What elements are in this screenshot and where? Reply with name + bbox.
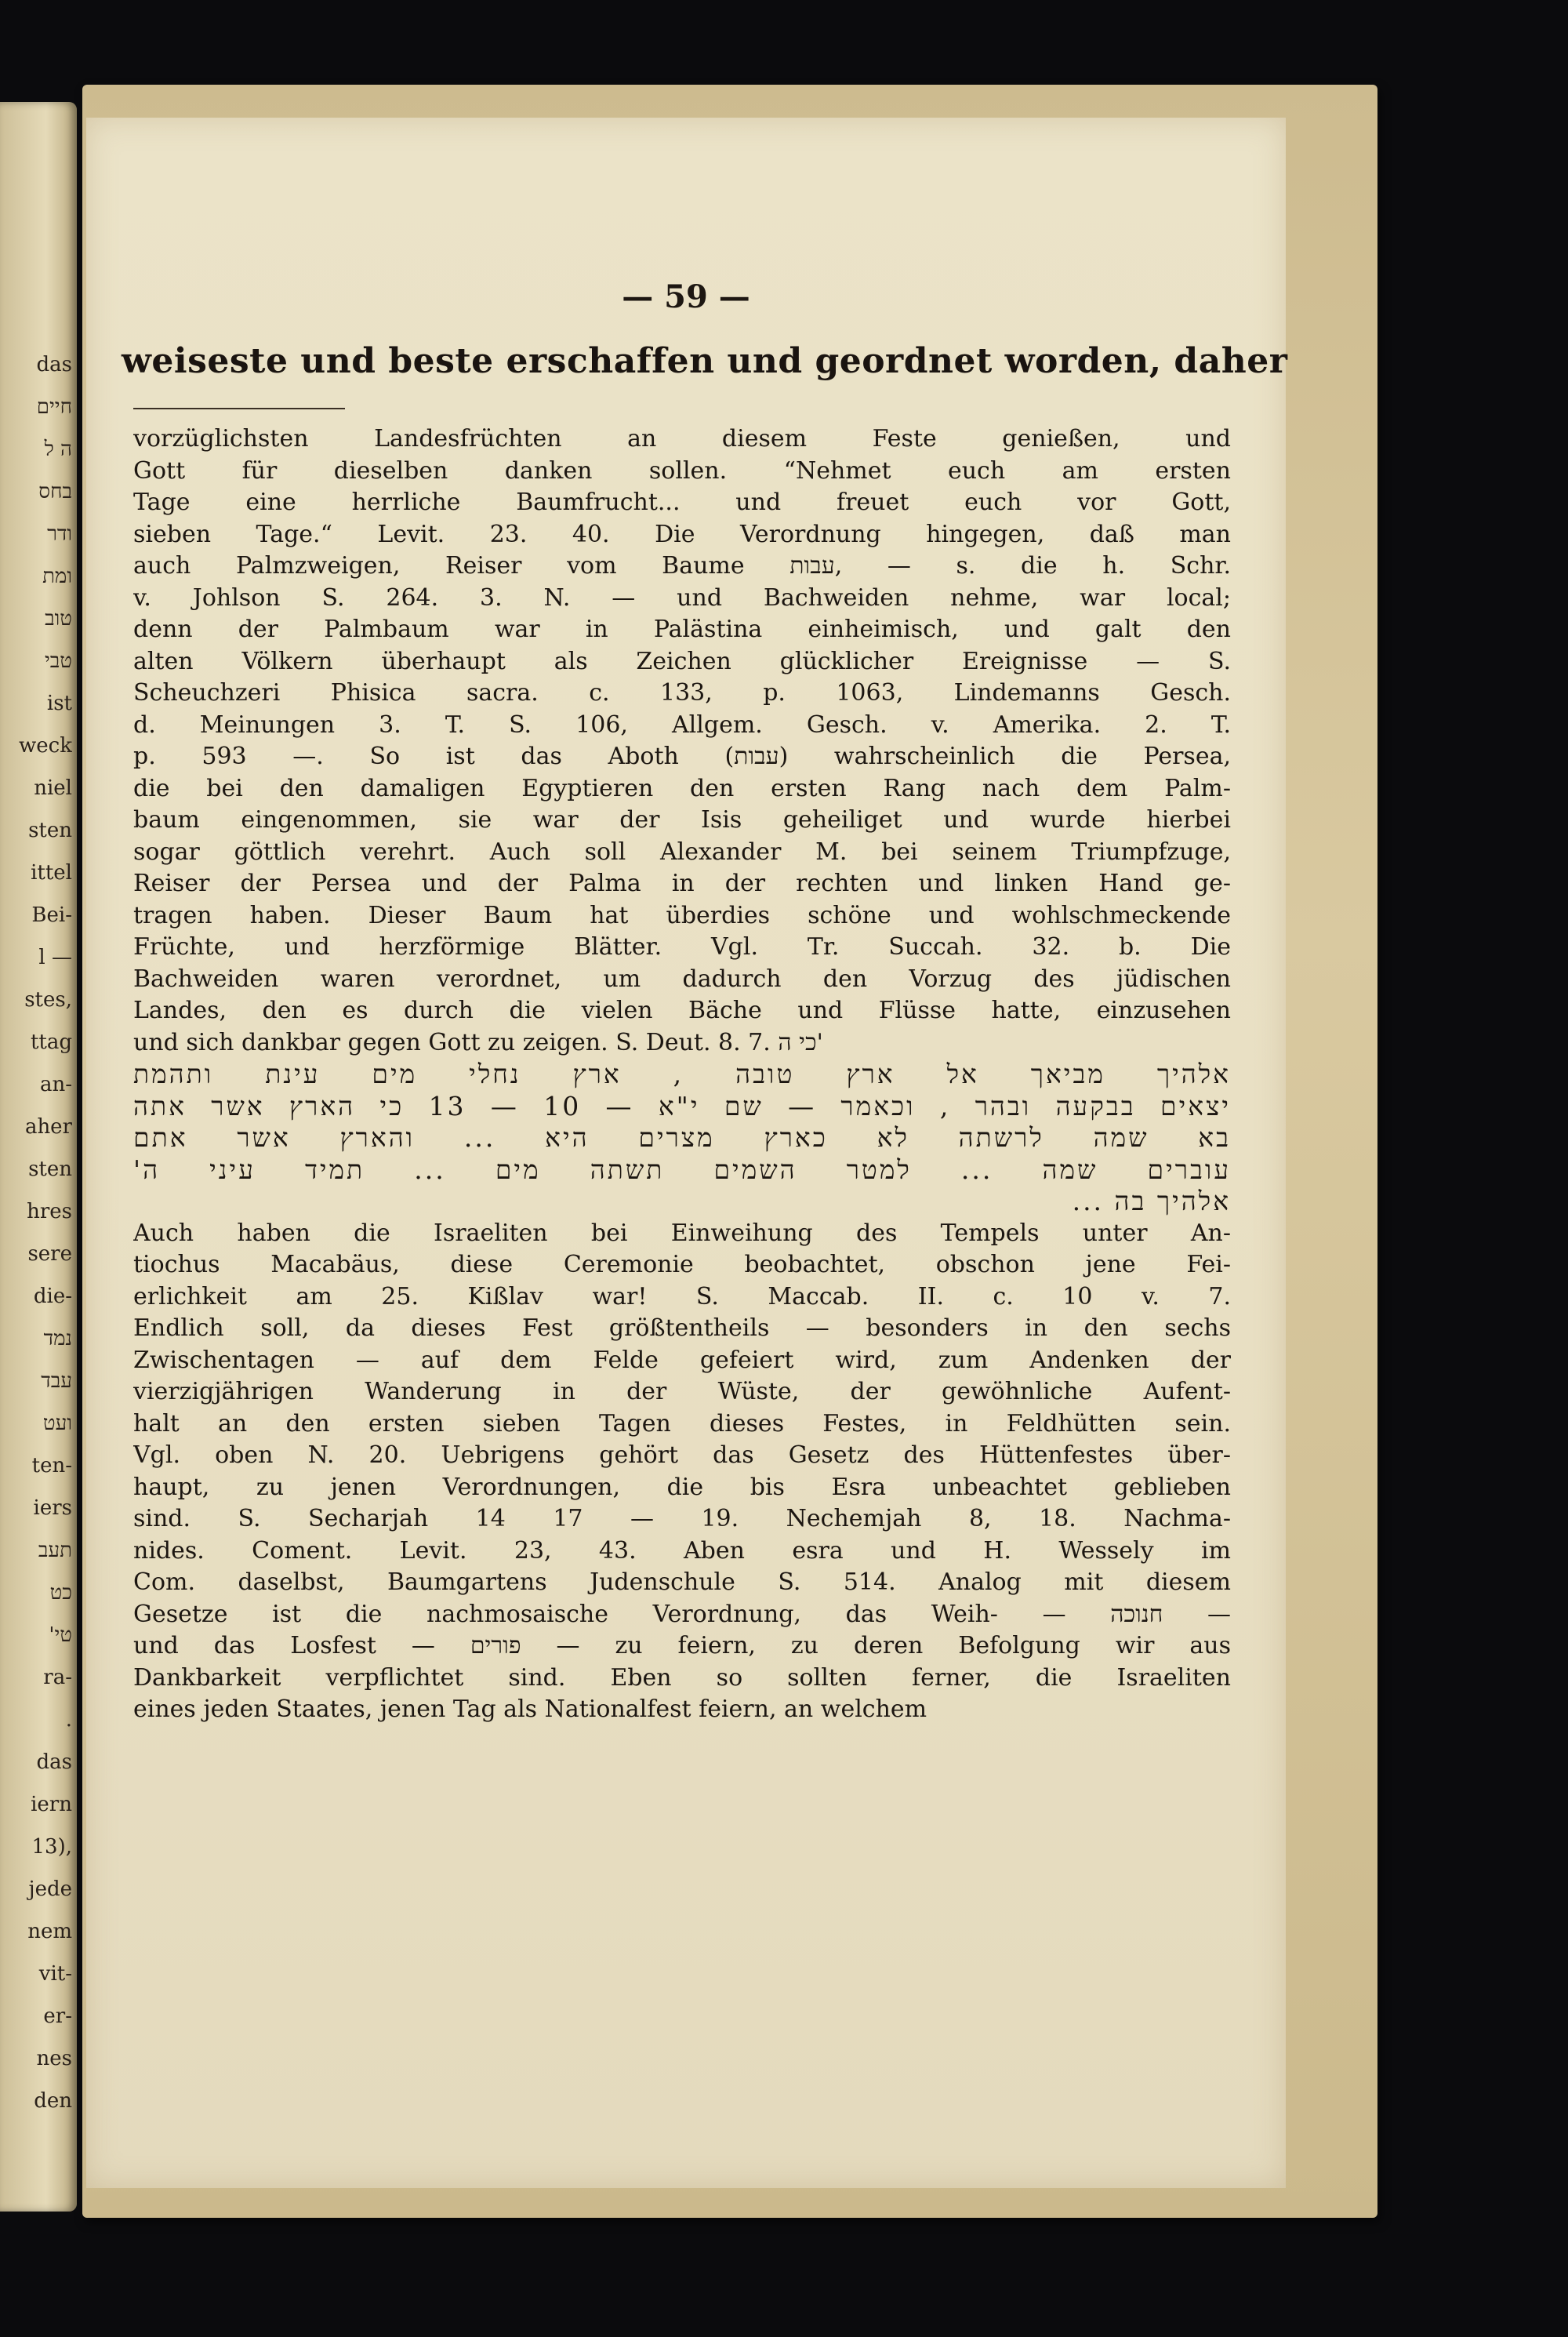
left-page-fragment: vit-	[38, 1962, 72, 1986]
left-page-fragment: ttag	[30, 1030, 72, 1054]
body-line: Dankbarkeit verpflichtet sind. Eben so sollten ferner, die Israeliten	[133, 1663, 1231, 1692]
body-line: halt an den ersten sieben Tagen dieses Festes, in Feldhütten sein.	[133, 1409, 1231, 1437]
left-page-fragment: ist	[46, 692, 72, 715]
footnote-line: tragen haben. Dieser Baum hat überdies schöne und wohlschmeckende	[133, 901, 1231, 929]
left-page-fragment: כט	[49, 1581, 72, 1605]
hebrew-quote-line: אלהיך בה ...	[1072, 1186, 1231, 1216]
footnote-line: sogar göttlich verehrt. Auch soll Alexander M. bei seinem Triumpfzuge,	[133, 838, 1231, 866]
left-page-fragment: nem	[27, 1920, 72, 1943]
body-line: und das Losfest — פורים — zu feiern, zu deren Befolgung wir aus	[133, 1632, 1231, 1659]
left-page-fragment: das	[36, 353, 72, 376]
hebrew-quote-line: אלהיך מביאך אל ארץ טובה , ארץ נחלי מים עינת ותהמת	[133, 1059, 1231, 1089]
body-line: tiochus Macabäus, diese Ceremonie beobachtet, obschon jene Fei-	[133, 1251, 1231, 1278]
left-page-fragment: das	[36, 1750, 72, 1774]
footnote-line: vorzüglichsten Landesfrüchten an diesem Feste genießen, und	[133, 425, 1231, 452]
body-line: sind. S. Secharjah 14 17 — 19. Nechemjah 8, 18. Nachma-	[133, 1505, 1231, 1532]
footnote-line: Reiser der Persea und der Palma in der rechten und linken Hand ge-	[133, 870, 1231, 897]
footnote-line: sieben Tage.“ Levit. 23. 40. Die Verordnung hingegen, daß man	[133, 520, 1231, 548]
footnote-line: Früchte, und herzförmige Blätter. Vgl. Tr. Succah. 32. b. Die	[133, 933, 1231, 961]
footnote-line: und sich dankbar gegen Gott zu zeigen. S. Deut. 8. 7. כי ה'	[133, 1028, 823, 1056]
left-page-fragment: ittel	[31, 861, 72, 885]
body-line: haupt, zu jenen Verordnungen, die bis Esra unbeachtet geblieben	[133, 1473, 1231, 1501]
left-page-fragment: Bei-	[31, 903, 72, 927]
left-page-fragment: טבי	[44, 649, 72, 673]
footnote-line: auch Palmzweigen, Reiser vom Baume עבות, — s. die h. Schr.	[133, 552, 1231, 580]
footnote-line: denn der Palmbaum war in Palästina einheimisch, und galt den	[133, 616, 1231, 643]
left-page-fragment: בחס	[38, 480, 72, 503]
body-line: vierzigjährigen Wanderung in der Wüste, der gewöhnliche Aufent-	[133, 1378, 1231, 1405]
left-page-fragment: עבד	[41, 1369, 72, 1393]
left-page-fragment: stes,	[24, 988, 72, 1012]
page-number: — 59 —	[622, 278, 750, 315]
footnote-line: d. Meinungen 3. T. S. 106, Allgem. Gesch. v. Amerika. 2. T.	[133, 711, 1231, 739]
left-page-fragment: nes	[36, 2047, 72, 2070]
left-page-fragment: ה ל	[44, 438, 72, 461]
left-page-fragment: niel	[34, 776, 72, 800]
hebrew-quote-line: בא שמה לרשתה לא כארץ מצרים היא ... והארץ אשר אתם	[133, 1122, 1231, 1153]
footnote-line: Landes, den es durch die vielen Bäche und Flüsse hatte, einzusehen	[133, 997, 1231, 1024]
left-page-fragment: sere	[27, 1242, 72, 1266]
footnote-line: v. Johlson S. 264. 3. N. — und Bachweiden nehme, war local;	[133, 583, 1231, 612]
left-page-fragment: an-	[39, 1073, 72, 1096]
left-page-fragment: 'טי	[49, 1623, 72, 1647]
left-page-fragment: ra-	[43, 1666, 72, 1689]
footnote-rule	[133, 408, 345, 409]
left-page-fragment: ומת	[42, 565, 72, 588]
body-line: Zwischentagen — auf dem Felde gefeiert wird, zum Andenken der	[133, 1346, 1231, 1374]
left-page-fragment: ועט	[42, 1412, 72, 1435]
footnote-line: p. 593 —. So ist das Aboth (עבות) wahrscheinlich die Persea,	[133, 743, 1231, 770]
left-page-fragment: jede	[28, 1877, 72, 1901]
footnote-line: Bachweiden waren verordnet, um dadurch den Vorzug des jüdischen	[133, 965, 1231, 993]
body-line: eines jeden Staates, jenen Tag als Nationalfest feiern, an welchem	[133, 1696, 927, 1723]
left-page-fragment: aher	[24, 1115, 72, 1139]
left-page-fragment: ten-	[31, 1454, 72, 1477]
body-line: Endlich soll, da dieses Fest größtentheils — besonders in den sechs	[133, 1314, 1231, 1342]
footnote-line: die bei den damaligen Egyptieren den ersten Rang nach dem Palm-	[133, 774, 1231, 802]
footnote-block	[133, 423, 1231, 1726]
left-page-fragment: טוב	[45, 607, 72, 631]
footnote-line: alten Völkern überhaupt als Zeichen glücklicher Ereignisse — S.	[133, 647, 1231, 675]
left-page-fragment: 13),	[31, 1835, 72, 1859]
body-line: Com. daselbst, Baumgartens Judenschule S. 514. Analog mit diesem	[133, 1568, 1231, 1596]
body-line: nides. Coment. Levit. 23, 43. Aben esra und H. Wessely im	[133, 1536, 1231, 1565]
left-page-fragment: die-	[33, 1285, 72, 1308]
left-page-fragment: l —	[38, 946, 72, 969]
body-line: erlichkeit am 25. Kißlav war! S. Maccab. II. c. 10 v. 7.	[133, 1282, 1231, 1310]
left-page-fragment: .	[65, 1708, 72, 1732]
left-page-fragment: נמד	[43, 1327, 72, 1350]
footnote-line: baum eingenommen, sie war der Isis geheiliget und wurde hierbei	[133, 806, 1231, 834]
footnote-line: Tage eine herrliche Baumfrucht... und freuet euch vor Gott,	[133, 489, 1231, 516]
left-page-edge	[0, 102, 77, 2212]
left-page-fragment: iers	[33, 1496, 72, 1520]
left-page-fragment: sten	[28, 1158, 72, 1181]
body-line: Gesetze ist die nachmosaische Verordnung, das Weih- — חנוכה —	[133, 1600, 1231, 1628]
footnote-line: Scheuchzeri Phisica sacra. c. 133, p. 1063, Lindemanns Gesch.	[133, 679, 1231, 707]
footnote-line: Gott für dieselben danken sollen. “Nehmet euch am ersten	[133, 456, 1231, 485]
left-page-fragment: ודר	[47, 522, 72, 546]
book-page	[86, 118, 1286, 2188]
left-page-fragment: sten	[28, 819, 72, 842]
left-page-fragment: hres	[27, 1200, 72, 1223]
left-page-fragment: er-	[43, 2004, 72, 2028]
hebrew-quote-line: יצאים בבקעה ובהר , וכאמר — שם י"א — 10 — 13 כי הארץ אשר אתה	[133, 1090, 1231, 1121]
left-page-fragment: חיים	[36, 395, 72, 419]
body-line: Vgl. oben N. 20. Uebrigens gehört das Gesetz des Hüttenfestes über-	[133, 1441, 1231, 1469]
left-page-fragment: iern	[31, 1793, 72, 1816]
body-line: Auch haben die Israeliten bei Einweihung des Tempels unter An-	[133, 1219, 1231, 1247]
left-page-fragment: weck	[19, 734, 72, 758]
left-page-fragment: תעב	[38, 1539, 72, 1562]
left-page-fragment: den	[34, 2089, 72, 2113]
hebrew-quote-line: עוברים שמה ... למטר השמים תשתה מים ... תמיד עיני ה'	[133, 1154, 1231, 1185]
headline-text: weiseste und beste erschaffen und geordnet worden, daher	[122, 341, 1288, 381]
